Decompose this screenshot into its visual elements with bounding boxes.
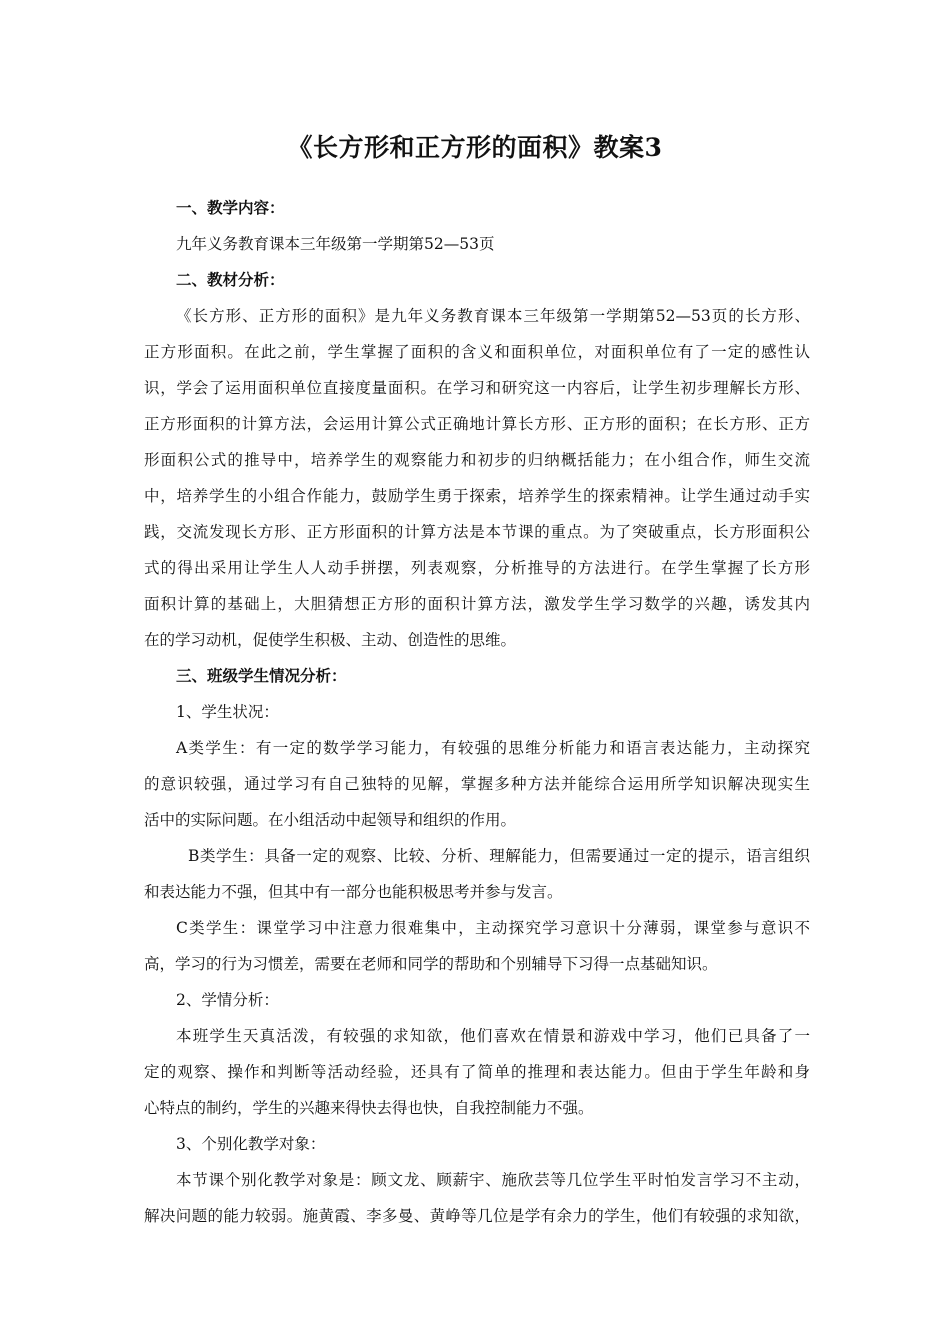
section-heading-teaching-content: 一、教学内容：: [176, 198, 285, 217]
subsection-heading: 2、学情分析：: [176, 991, 279, 1009]
paragraph-line: 定的观察、操作和判断等活动经验，还具有了简单的推理和表达能力。但由于学生年龄和身: [144, 1063, 810, 1081]
paragraph-line: 和表达能力不强，但其中有一部分也能积极思考并参与发言。: [144, 883, 563, 901]
paragraph-line: 九年义务教育课本三年级第一学期第52—53页: [176, 235, 495, 253]
section-heading-material-analysis: 二、教材分析：: [176, 270, 285, 289]
paragraph-line: 面积计算的基础上，大胆猜想正方形的面积计算方法，激发学生学习数学的兴趣，诱发其内: [144, 595, 810, 613]
paragraph-line: 本班学生天真活泼，有较强的求知欲，他们喜欢在情景和游戏中学习，他们已具备了一: [176, 1027, 810, 1045]
paragraph-line: 正方形面积。在此之前，学生掌握了面积的含义和面积单位，对面积单位有了一定的感性认: [144, 343, 810, 361]
paragraph-line: C类学生：课堂学习中注意力很难集中，主动探究学习意识十分薄弱，课堂参与意识不: [176, 919, 810, 937]
paragraph-line: 形面积公式的推导中，培养学生的观察能力和初步的归纳概括能力；在小组合作，师生交流: [144, 451, 810, 469]
paragraph-line: 的意识较强，通过学习有自己独特的见解，掌握多种方法并能综合运用所学知识解决现实生: [144, 775, 810, 793]
paragraph-line: 《长方形、正方形的面积》是九年义务教育课本三年级第一学期第52—53页的长方形、: [176, 307, 810, 325]
paragraph-line: B类学生：具备一定的观察、比较、分析、理解能力，但需要通过一定的提示，语言组织: [188, 847, 810, 865]
paragraph-line: 中，培养学生的小组合作能力，鼓励学生勇于探索，培养学生的探索精神。让学生通过动手实: [144, 487, 810, 505]
paragraph-line: 心特点的制约，学生的兴趣来得快去得也快，自我控制能力不强。: [144, 1099, 594, 1117]
paragraph-line: 解决问题的能力较弱。施黄霞、李多曼、黄峥等几位是学有余力的学生，他们有较强的求知欲，: [144, 1207, 810, 1225]
subsection-heading: 1、学生状况：: [176, 703, 279, 721]
section-heading-student-analysis: 三、班级学生情况分析：: [176, 666, 347, 685]
document-title: 《长方形和正方形的面积》教案3: [287, 133, 663, 162]
paragraph-line: 识，学会了运用面积单位直接度量面积。在学习和研究这一内容后，让学生初步理解长方形、: [144, 379, 810, 397]
paragraph-line: 本节课个别化教学对象是：顾文龙、顾薪宇、施欣芸等几位学生平时怕发言学习不主动，: [176, 1171, 810, 1189]
paragraph-line: 高，学习的行为习惯差，需要在老师和同学的帮助和个别辅导下习得一点基础知识。: [144, 955, 718, 973]
subsection-heading: 3、个别化教学对象：: [176, 1135, 326, 1153]
document-body: [144, 190, 810, 1234]
paragraph-line: 式的得出采用让学生人人动手拼摆，列表观察，分析推导的方法进行。在学生掌握了长方形: [144, 559, 810, 577]
paragraph-line: 正方形面积的计算方法，会运用计算公式正确地计算长方形、正方形的面积；在长方形、正方: [144, 415, 810, 433]
paragraph-line: 在的学习动机，促使学生积极、主动、创造性的思维。: [144, 631, 517, 649]
paragraph-line: 活中的实际问题。在小组活动中起领导和组织的作用。: [144, 811, 517, 829]
paragraph-line: 践，交流发现长方形、正方形面积的计算方法是本节课的重点。为了突破重点，长方形面积公: [144, 523, 810, 541]
paragraph-line: A类学生：有一定的数学学习能力，有较强的思维分析能力和语言表达能力，主动探究: [176, 739, 810, 757]
